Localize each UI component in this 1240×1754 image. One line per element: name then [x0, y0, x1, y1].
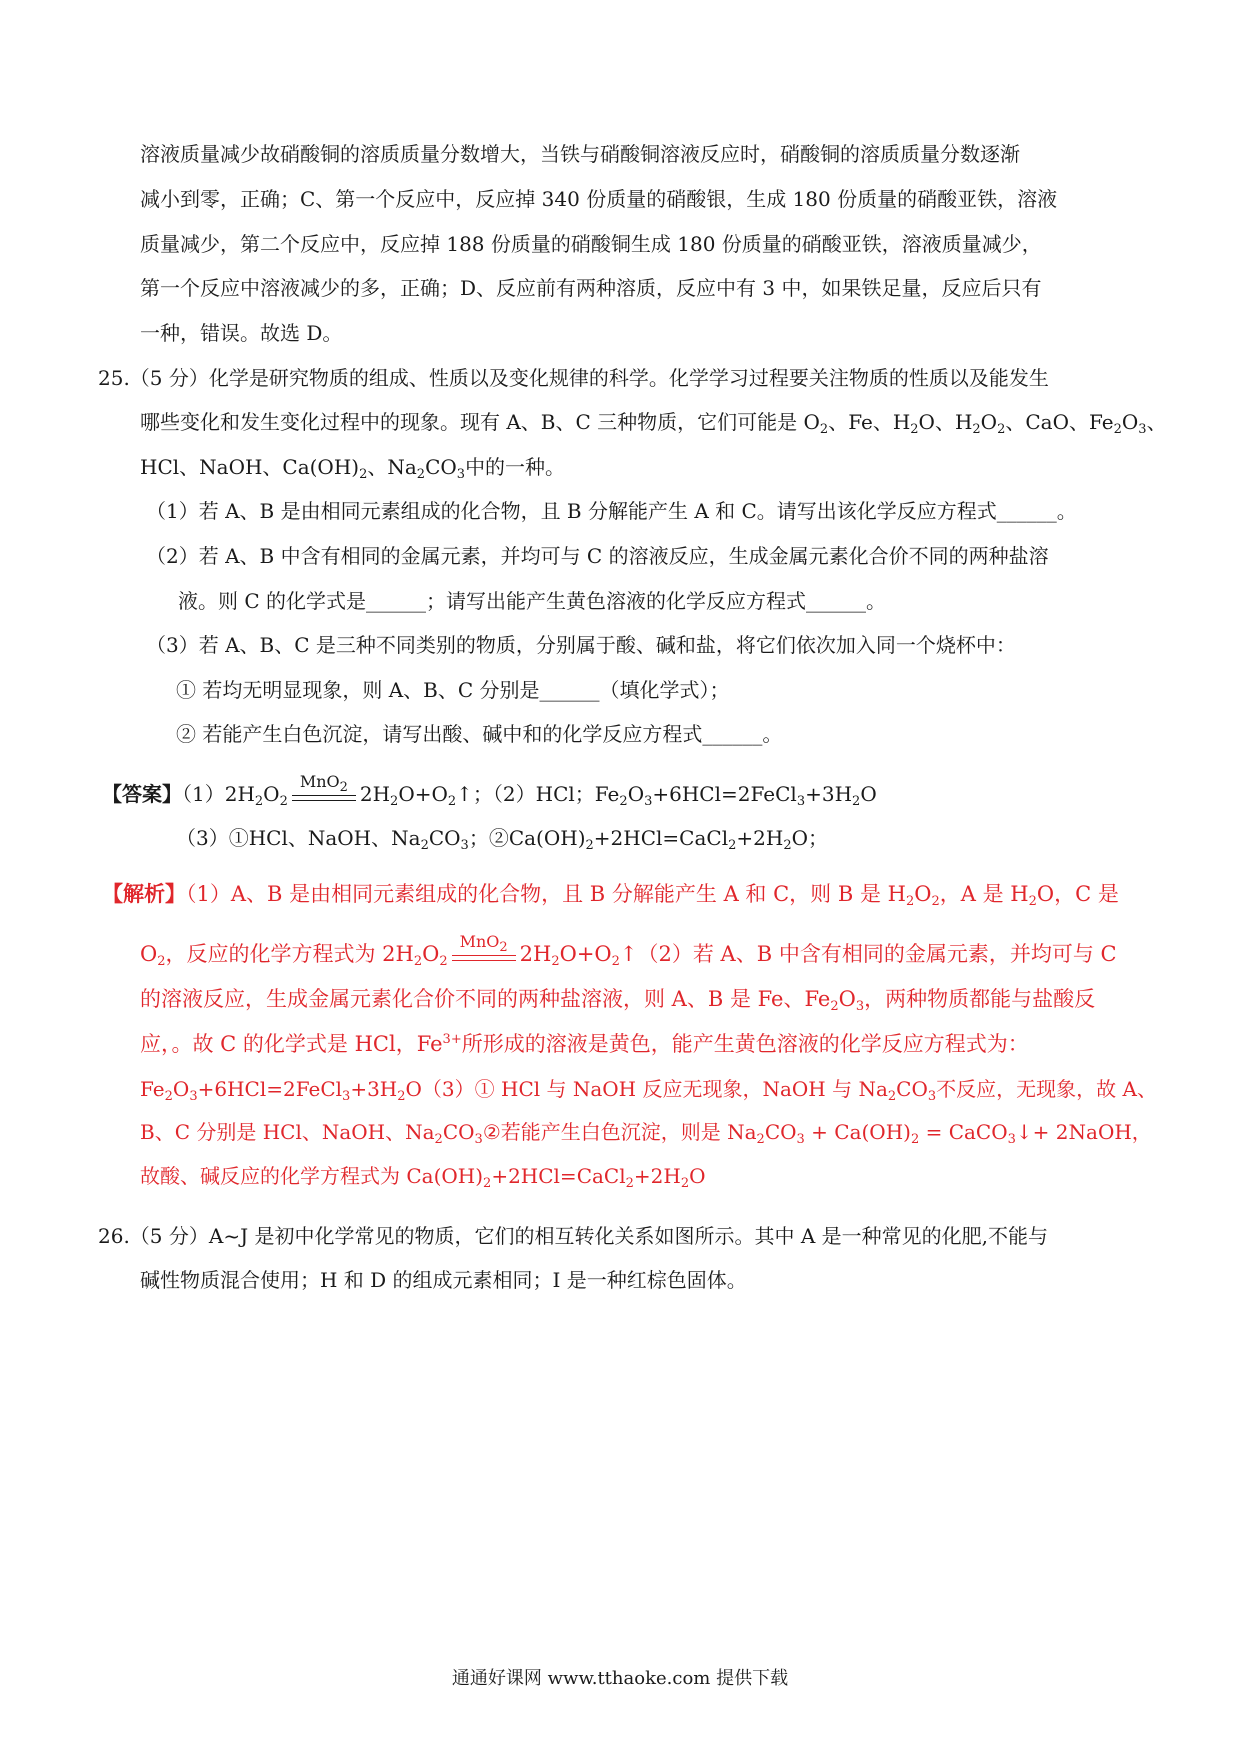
q25-stem-line-1: 25.（5 分）化学是研究物质的组成、性质以及变化规律的科学。化学学习过程要关注物质的性质以及能发生 [98, 366, 1049, 390]
analysis-line-5: $Fe_2O_3+6HCl=2FeCl_3+3H_2O(3)①$ HCl 与 NaOH 反应无现象，NaOH 与 $Na_2CO_3$不反应，无现象，故 A、 [140, 1077, 1157, 1104]
prev-solution-line-4: 第一个反应中溶液减少的多，正确；D、反应前有两种溶质，反应中有 3 中，如果铁足量，反应后只有 [140, 276, 1042, 300]
q25-sub-question-2-line-1: （2）若 A、B 中含有相同的金属元素，并均可与 C 的溶液反应，生成金属元素化合价不同的两种盐溶 [146, 544, 1049, 568]
prev-solution-line-2: 减小到零，正确；C、第一个反应中，反应掉 340 份质量的硝酸银，生成 180 份质量的硝酸亚铁，溶液 [140, 187, 1058, 211]
analysis-line-1: 【解析】（1）A、B 是由相同元素组成的化合物，且 B 分解能产生 A 和 C，则 B 是 $H_2O_2$，A 是 $H_2O$，C 是 [102, 881, 1119, 909]
answer-line-1: 【答案】$(1)2H_2O_2$ MnO$_2$ $2H_2O+O_2↑$；（2）HCl；$Fe_2O_3+6HCl=2FeCl_3+3H_2O$ [102, 771, 877, 809]
prev-solution-line-3: 质量减少，第二个反应中，反应掉 188 份质量的硝酸铜生成 180 份质量的硝酸亚铁，溶液质量减少， [140, 232, 1042, 256]
answer-label: 【答案】 [102, 782, 182, 806]
analysis-line-3: 的溶液反应，生成金属元素化合价不同的两种盐溶液，则 A、B 是 Fe、$Fe_2O_3$，两种物质都能与盐酸反 [140, 987, 1096, 1014]
q25-sub-question-3-2: ② 若能产生白色沉淀，请写出酸、碱中和的化学反应方程式______。 [176, 722, 783, 746]
prev-solution-line-1: 溶液质量减少故硝酸铜的溶质质量分数增大，当铁与硝酸铜溶液反应时，硝酸铜的溶质质量分数逐渐 [140, 142, 1020, 166]
catalyst-mno2-equals-sign-red: MnO$_2$ [452, 942, 516, 970]
analysis-line-7: 故酸、碱反应的化学方程式为 $Ca(OH)_2+2HCl=CaCl_2+2H_2O$ [140, 1164, 706, 1191]
catalyst-mno2-equals-sign: MnO$_2$ [292, 782, 356, 810]
analysis-line-4: 应，。故 C 的化学式是 HCl，$Fe^{3+}$所形成的溶液是黄色，能产生黄色溶液的化学反应方程式为： [140, 1032, 1029, 1056]
q26-stem-line-1: 26.（5 分）A~J 是初中化学常见的物质，它们的相互转化关系如图所示。其中 A 是一种常见的化肥,不能与 [98, 1224, 1048, 1248]
q26-stem-line-2: 碱性物质混合使用；H 和 D 的组成元素相同；I 是一种红棕色固体。 [140, 1268, 747, 1292]
prev-solution-line-5: 一种，错误。故选 D。 [140, 321, 343, 345]
q25-stem-line-3: HCl、NaOH、$Ca(OH)_2$、$Na_2CO_3$中的一种。 [140, 455, 566, 482]
analysis-line-6: B、C 分别是 HCl、NaOH、$Na_2CO_3②$若能产生白色沉淀，则是 $Na_2CO_3 + Ca(OH)_2$ = CaCO$_3$↓+ 2NaOH， [140, 1120, 1152, 1147]
q25-sub-question-2-line-2: 液。则 C 的化学式是______；请写出能产生黄色溶液的化学反应方程式______。 [178, 589, 887, 613]
analysis-line-2: $O_2$，反应的化学方程式为 $2H_2O_2$ MnO$_2$ $2H_2O+O_2↑(2)$若 A、B 中含有相同的金属元素，并均可与 C [140, 931, 1117, 969]
analysis-label: 【解析】 [102, 881, 186, 906]
page-footer: 通通好课网 www.tthaoke.com 提供下载 [451, 1668, 789, 1689]
q25-sub-question-1: （1）若 A、B 是由相同元素组成的化合物，且 B 分解能产生 A 和 C。请写出该化学反应方程式______。 [146, 499, 1077, 523]
answer-line-2: （3）①HCl、NaOH、$Na_2CO_3$；$②Ca(OH)_2+2HCl=CaCl_2+2H_2O$； [176, 826, 828, 853]
q25-sub-question-3-1: ① 若均无明显现象，则 A、B、C 分别是______（填化学式）； [176, 678, 730, 702]
q25-stem-line-2: 哪些变化和发生变化过程中的现象。现有 A、B、C 三种物质，它们可能是 $O_2$、Fe、$H_2O$、$H_2O_2$、CaO、$Fe_2O_3$、 [140, 410, 1167, 437]
q25-sub-question-3: （3）若 A、B、C 是三种不同类别的物质，分别属于酸、碱和盐，将它们依次加入同一个烧杯中： [146, 633, 1016, 657]
